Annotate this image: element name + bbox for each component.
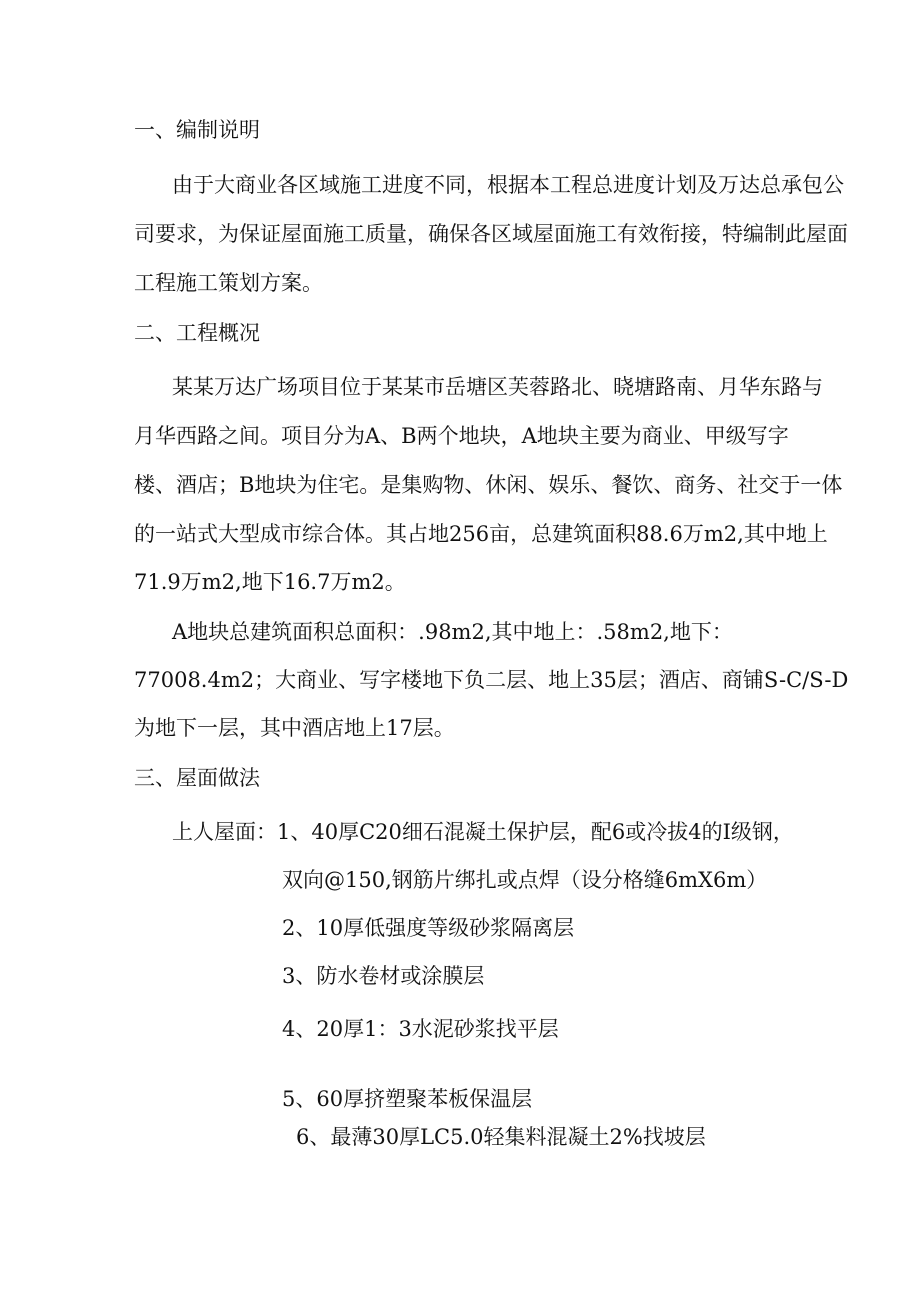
paragraph-line: 由于大商业各区域施工进度不同，根据本工程总进度计划及万达总承包公 xyxy=(172,173,844,197)
paragraph-line: 的一站式大型成市综合体。其占地256亩，总建筑面积88.6万m2,其中地上 xyxy=(134,522,828,546)
list-item: 2、10厚低强度等级砂浆隔离层 xyxy=(282,916,575,940)
paragraph-line: 71.9万m2,地下16.7万m2。 xyxy=(134,570,406,594)
list-item: 5、60厚挤塑聚苯板保温层 xyxy=(282,1087,533,1111)
section-heading: 一、编制说明 xyxy=(134,118,260,142)
paragraph-line: 月华西路之间。项目分为A、B两个地块，A地块主要为商业、甲级写字 xyxy=(134,424,789,448)
paragraph-line: 工程施工策划方案。 xyxy=(134,271,323,295)
paragraph-line: A地块总建筑面积总面积：.98m2,其中地上：.58m2,地下： xyxy=(172,620,733,644)
paragraph-line: 为地下一层，其中酒店地上17层。 xyxy=(134,716,455,740)
section-heading: 三、屋面做法 xyxy=(134,766,260,790)
paragraph-line: 楼、酒店；B地块为住宅。是集购物、休闲、娱乐、餐饮、商务、社交于一体 xyxy=(134,473,843,497)
list-item: 3、防水卷材或涂膜层 xyxy=(282,964,485,988)
paragraph-line: 司要求，为保证屋面施工质量，确保各区域屋面施工有效衔接，特编制此屋面 xyxy=(134,222,848,246)
list-item: 4、20厚1：3水泥砂浆找平层 xyxy=(282,1017,559,1041)
list-item: 上人屋面：1、40厚C20细石混凝土保护层，配6或冷拔4的I级钢， xyxy=(172,820,794,844)
paragraph-line: 77008.4m2；大商业、写字楼地下负二层、地上35层；酒店、商铺S-C/S-D xyxy=(134,668,849,692)
paragraph-line: 某某万达广场项目位于某某市岳塘区芙蓉路北、晓塘路南、月华东路与 xyxy=(172,375,823,399)
list-item: 双向@150,钢筋片绑扎或点焊（设分格缝6mX6m） xyxy=(282,868,768,892)
section-heading: 二、工程概况 xyxy=(134,321,260,345)
list-item: 6、最薄30厚LC5.0轻集料混凝土2%找坡层 xyxy=(296,1125,706,1149)
